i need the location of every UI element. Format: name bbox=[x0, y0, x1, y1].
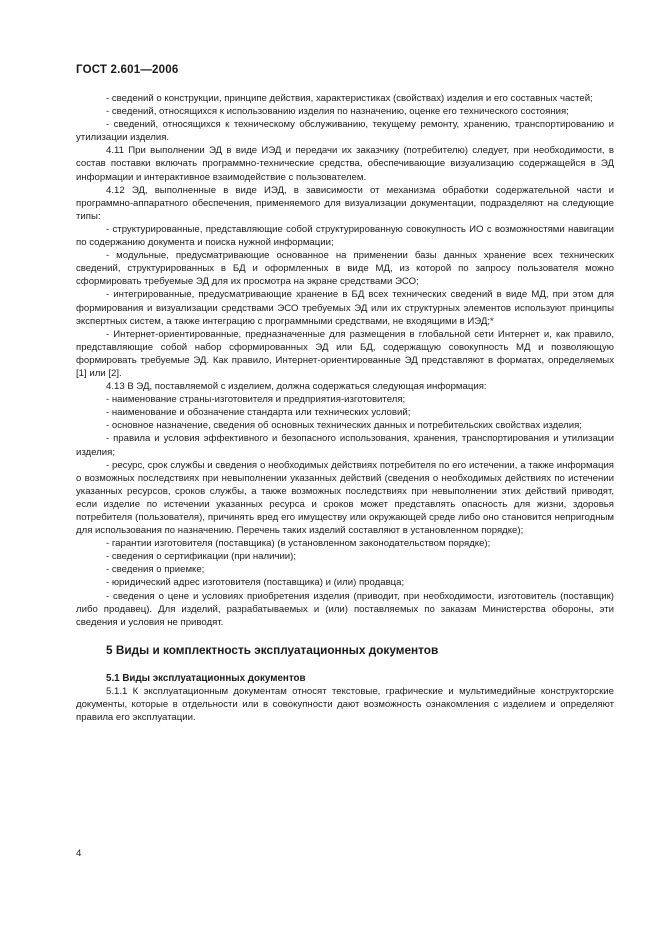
page-body bbox=[76, 92, 614, 724]
list-item-standard: - наименование и обозначение стандарта или технических условий; bbox=[106, 407, 411, 419]
paragraph-5-1-1: 5.1.1 К эксплуатационным документам относят текстовые, графические и мультимедийные конструкторские документы, которые в отдельности или в совокупности дают возможность ознакомления с изделием и определяют правила его эксплуатации. bbox=[76, 685, 614, 724]
paragraph-4-12: 4.12 ЭД, выполненные в виде ИЭД, в зависимости от механизма обработки содержательной части и программно-аппаратного обеспечения, применяемого для визуализации документации, подразделяют на следующие типы: bbox=[76, 184, 614, 222]
paragraph-1: - сведений о конструкции, принципе действия, характеристиках (свойствах) изделия и его составных частей; bbox=[106, 93, 593, 104]
list-item-internet: - Интернет-ориентированные, предназначенные для размещения в глобальной сети Интернет и, как правило, представляющие собой набор сформированных ЭД или БД, содержащую совокупность МД и позволяющую формировать требуемые ЭД. Как правило, Интернет-ориентированные ЭД представляют в форматах, определяемых [1] или [2]. bbox=[76, 328, 614, 379]
page-number: 4 bbox=[76, 848, 82, 859]
list-item-acceptance: - сведения о приемке; bbox=[106, 564, 205, 576]
section-5-heading: 5 Виды и комплектность эксплуатационных документов bbox=[106, 642, 439, 657]
paragraph-3: - сведений, относящихся к техническому обслуживанию, текущему ремонту, хранению, транспортированию и утилизации изделия. bbox=[76, 119, 614, 144]
list-item-rules: - правила и условия эффективного и безопасного использования, хранения, транспортирования и утилизации изделия; bbox=[76, 433, 614, 458]
list-item-integrated: - интегрированные, предусматривающие хранение в БД всех технических сведений в виде МД, при этом для формирования и визуализации средствами ЭСО требуемых ЭД или их структурных элементов используют принципы экспертных систем, а также интеграцию с программными средствами, не входящими в ИЭД;* bbox=[76, 289, 614, 327]
list-item-resource: - ресурс, срок службы и сведения о необходимых действиях потребителя по его истечении, а также информация о возможных последствиях при невыполнении указанных действий (сведения о необходимых действиях по истечении указанных ресурсов, сроков службы, а также возможных последствиях при невыполнении этих действий приводят, если изделие по истечении указанных ресурса и сроков может представлять опасность для жизни, здоровья потребителя (пользователя), причинять вред его имуществу или окружающей среде либо оно становится непригодным для использования по назначению. Перечень таких изделий составляют в установленном порядке); bbox=[76, 459, 614, 537]
paragraph-4-11: 4.11 При выполнении ЭД в виде ИЭД и передачи их заказчику (потребителю) следует, при необходимости, в состав поставки включать программно-технические средства, обеспечивающие визуализацию содержащейся в ЭД информации и интерактивное взаимодействие с пользователем. bbox=[76, 145, 614, 183]
paragraph-2: - сведений, относящихся к использованию изделия по назначению, оценке его технического состояния; bbox=[106, 106, 569, 118]
section-5-1-heading: 5.1 Виды эксплуатационных документов bbox=[106, 672, 306, 684]
list-item-warranty: - гарантии изготовителя (поставщика) (в установленном законодательством порядке); bbox=[106, 538, 491, 550]
list-item-certification: - сведения о сертификации (при наличии); bbox=[106, 551, 297, 563]
paragraph-4-13: 4.13 В ЭД, поставляемой с изделием, должна содержаться следующая информация: bbox=[106, 381, 487, 393]
list-item-structured: - структурированные, представляющие собой структурированную совокупность ИО с возможностями навигации по содержанию документа и поиска нужной информации; bbox=[76, 223, 614, 249]
list-item-address: - юридический адрес изготовителя (поставщика) и (или) продавца; bbox=[106, 577, 405, 589]
list-item-modular: - модульные, предусматривающие основанное на применении базы данных хранение всех технических сведений, структурированных в БД и оформленных в виде МД, из которой по запросу пользователя можно сформировать требуемые ЭД для их просмотра на экране средствами ЭСО; bbox=[76, 250, 614, 288]
list-item-purpose: - основное назначение, сведения об основных технических данных и потребительских свойствах изделия; bbox=[106, 420, 582, 432]
list-item-country: - наименование страны-изготовителя и предприятия-изготовителя; bbox=[106, 394, 406, 406]
list-item-price: - сведения о цене и условиях приобретения изделия (приводит, при необходимости, изготовитель (поставщик) либо продавец). Для изделий, разрабатываемых и (или) поставляемых по заказам Министерства обороны, эти сведения и условия не приводят. bbox=[76, 590, 614, 628]
page-header-code: ГОСТ 2.601—2006 bbox=[76, 64, 179, 76]
